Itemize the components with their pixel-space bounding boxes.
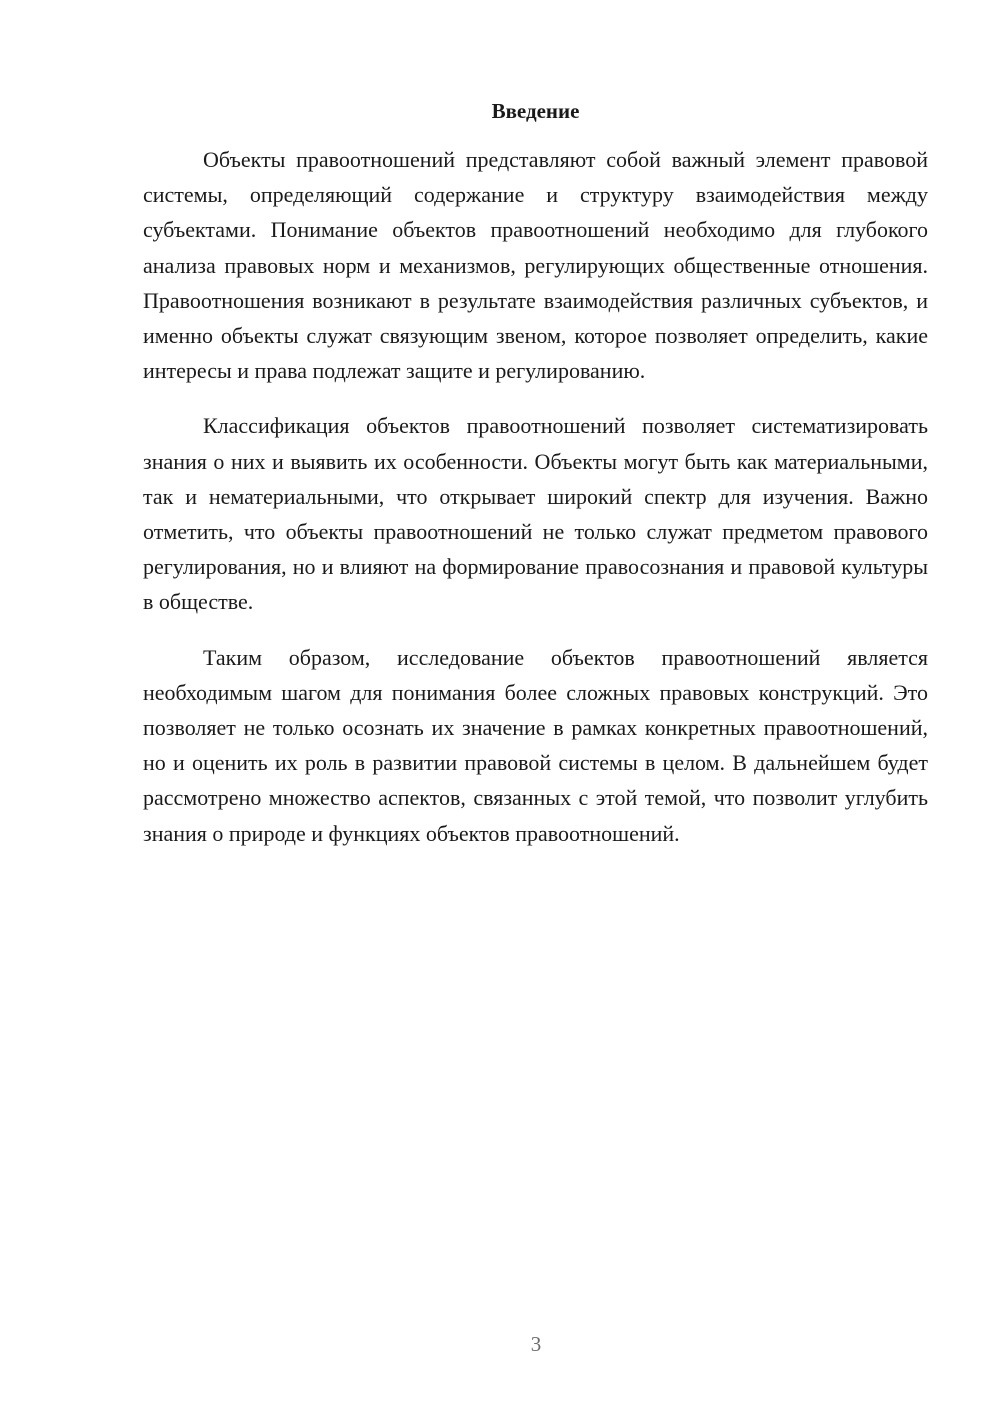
paragraph: Таким образом, исследование объектов правоотношений является необходимым шагом для понимания более сложных правовых конструкций. Это позволяет не только осознать их значение в рамках конкретных правоотношений, но и оценить их роль в развитии правовой системы в целом. В дальнейшем будет рассмотрено множество аспектов, связанных с этой темой, что позволит углубить знания о природе и функциях объектов правоотношений.: [143, 644, 928, 846]
page-title: Введение: [491, 99, 580, 123]
paragraph: Объекты правоотношений представляют собой важный элемент правовой системы, определяющий содержание и структуру взаимодействия между субъектами. Понимание объектов правоотношений необходимо для глубокого анализа правовых норм и механизмов, регулирующих общественные отношения. Правоотношения возникают в результате взаимодействия различных субъектов, и именно объекты служат связующим звеном, которое позволяет определить, какие интересы и права подлежат защите и регулированию.: [143, 147, 928, 384]
page-number: 3: [530, 1332, 542, 1356]
paragraph: Классификация объектов правоотношений позволяет систематизировать знания о них и выявить их особенности. Объекты могут быть как материальными, так и нематериальными, что открывает широкий спектр для изучения. Важно отметить, что объекты правоотношений не только служат предметом правового регулирования, но и влияют на формирование правосознания и правовой культуры в обществе.: [143, 413, 928, 615]
document-body: [143, 142, 928, 871]
